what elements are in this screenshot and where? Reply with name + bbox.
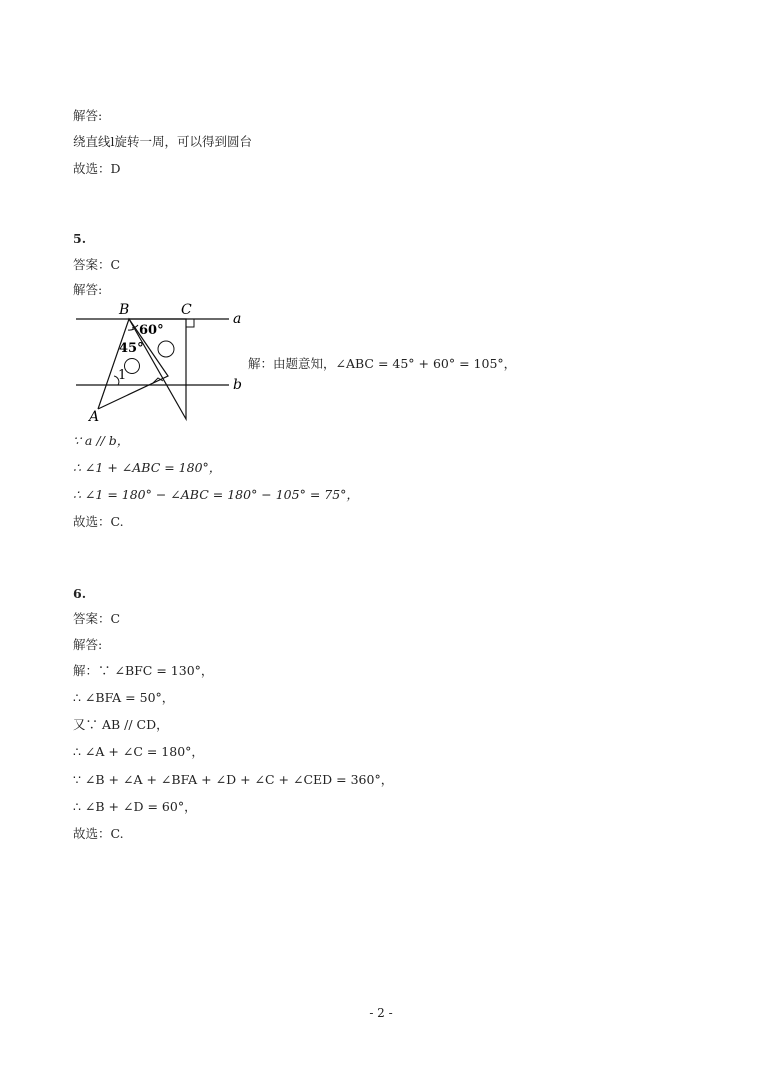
- q5-step-1: ∵ a // b，: [73, 433, 130, 448]
- label-angle-60: 60°: [139, 323, 164, 338]
- label-c-point: C: [181, 302, 192, 318]
- q5-number: 5.: [73, 231, 87, 246]
- label-b-point: B: [119, 302, 130, 318]
- q6-choice: 故选：C.: [73, 826, 124, 841]
- q6-jieda-label: 解答:: [73, 637, 103, 652]
- q5-answer: 答案：C: [73, 257, 121, 272]
- angle-arc-45: [128, 329, 134, 330]
- label-a-point: A: [89, 409, 100, 425]
- q6-number: 6.: [73, 586, 87, 601]
- q6-step-2: ∴ ∠BFA = 50°，: [73, 690, 175, 705]
- label-line-a: a: [233, 311, 242, 327]
- label-line-b: b: [233, 377, 242, 393]
- q4-solution-line: 绕直线l旋转一周，可以得到圆台: [73, 134, 252, 149]
- q6-step-1: 解：∵ ∠BFC = 130°，: [73, 663, 214, 678]
- label-angle-45: 45°: [119, 341, 144, 356]
- set-square-hole-2: [125, 359, 140, 374]
- q5-step-2: ∴ ∠1 + ∠ABC = 180°，: [73, 460, 222, 475]
- q5-solution-text: 解：由题意知，∠ABC = 45° + 60° = 105°，: [248, 356, 517, 371]
- q6-step-5: ∵ ∠B + ∠A + ∠BFA + ∠D + ∠C + ∠CED = 360°，: [73, 772, 394, 787]
- q6-step-4: ∴ ∠A + ∠C = 180°，: [73, 744, 204, 759]
- right-angle-mark-c: [186, 319, 194, 327]
- q6-step-6: ∴ ∠B + ∠D = 60°，: [73, 799, 197, 814]
- q5-jieda-label: 解答:: [73, 282, 103, 297]
- page-number: - 2 -: [369, 1006, 393, 1020]
- q5-step-3: ∴ ∠1 = 180° − ∠ABC = 180° − 105° = 75°，: [73, 487, 359, 502]
- label-angle-1: 1: [118, 368, 127, 383]
- q4-choice: 故选：D: [73, 161, 121, 176]
- q5-geometry-figure: [72, 297, 247, 427]
- set-square-hole-1: [158, 341, 174, 357]
- q6-answer: 答案：C: [73, 611, 121, 626]
- q5-choice: 故选：C.: [73, 514, 124, 529]
- q4-jieda-label: 解答:: [73, 108, 103, 123]
- q6-step-3: 又∵ AB // CD，: [73, 717, 169, 732]
